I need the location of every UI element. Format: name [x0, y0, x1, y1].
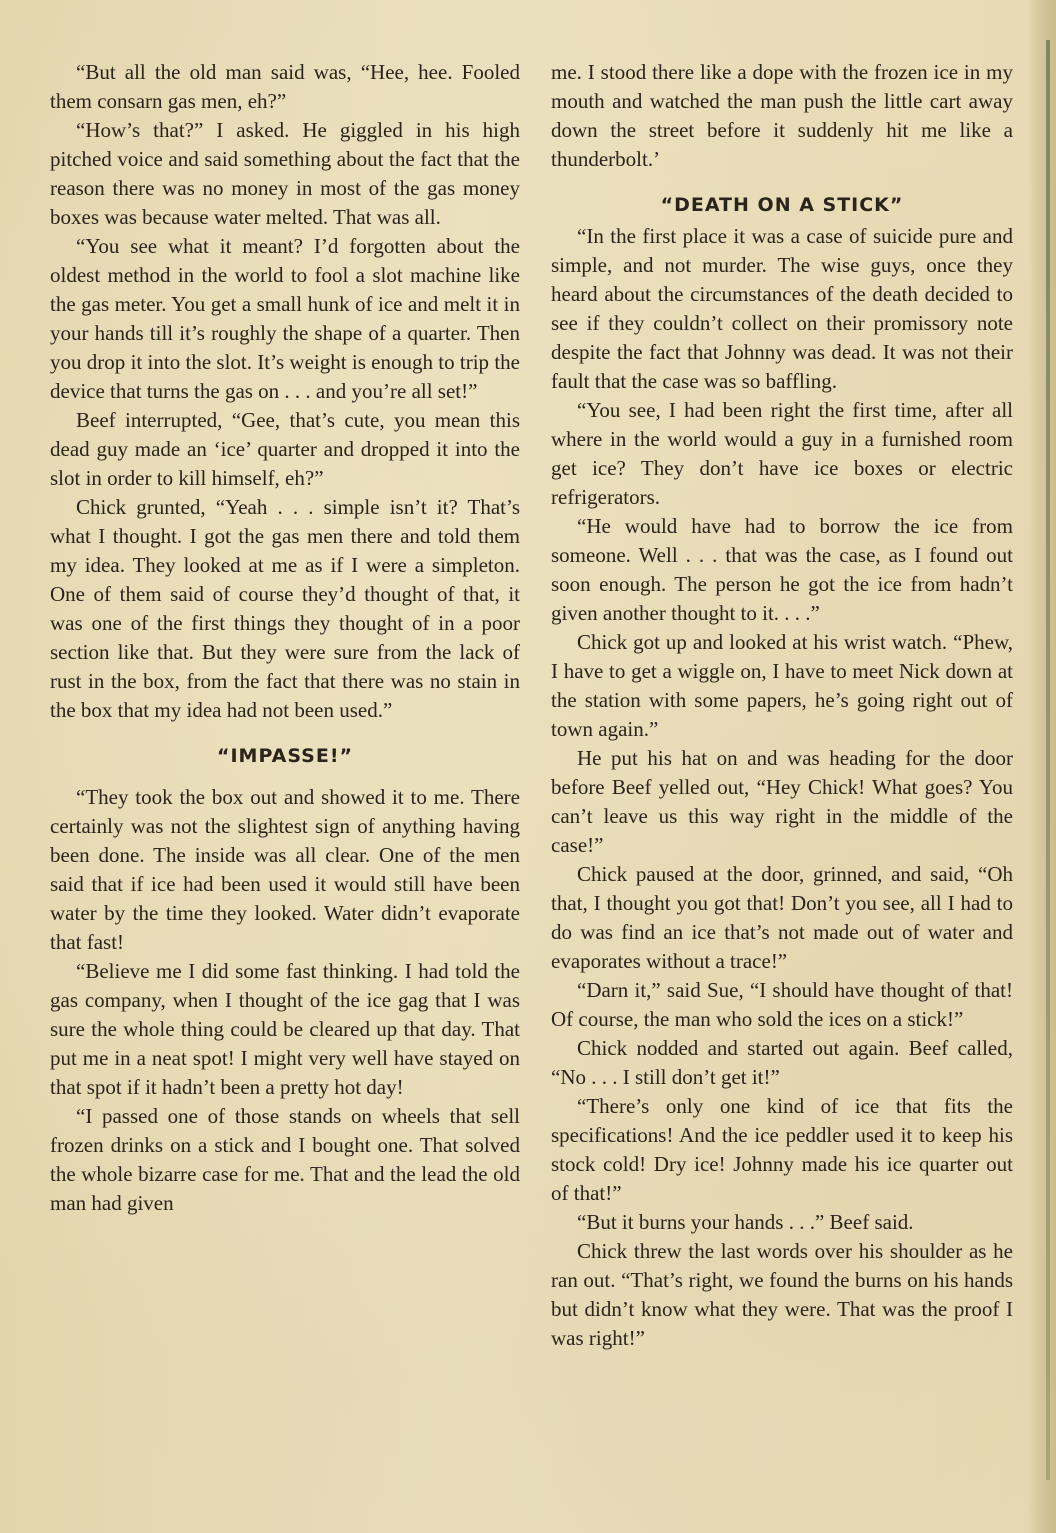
paragraph: Chick got up and looked at his wrist watch. “Phew, I have to get a wiggle on, I have to meet Nick down at the station with some papers, he’s going right out of town again.”: [551, 630, 1013, 741]
paragraph: Chick nodded and started out again. Beef called, “No . . . I still don’t get it!”: [551, 1036, 1013, 1089]
paragraph: Chick grunted, “Yeah . . . simple isn’t it? That’s what I thought. I got the gas men there and told them my idea. They looked at me as if I were a simpleton. One of them said of course they’d thought of that, it was one of the first things they thought of in a poor section like that. But they were sure from the lack of rust in the box, from the fact that there was no stain in the box that my idea had not been used.”: [50, 495, 520, 722]
paragraph: He put his hat on and was heading for the door before Beef yelled out, “Hey Chick! What goes? You can’t leave us this way right in the middle of the case!”: [551, 746, 1013, 857]
paragraph: Chick paused at the door, grinned, and said, “Oh that, I thought you got that! Don’t you see, all I had to do was find an ice that’s not made out of water and evaporates without a trace!”: [551, 862, 1013, 973]
paragraph: “You see what it meant? I’d forgotten about the oldest method in the world to fool a slot machine like the gas meter. You get a small hunk of ice and melt it in your hands till it’s roughly the shape of a quarter. Then you drop it into the slot. It’s weight is enough to trip the device that turns the gas on . . . and you’re all set!”: [50, 234, 520, 403]
paragraph: “How’s that?” I asked. He giggled in his high pitched voice and said something about the fact that the reason there was no money in most of the gas money boxes was because water melted. That was all.: [50, 118, 520, 229]
section-heading-impasse: “IMPASSE!”: [217, 745, 353, 767]
paragraph: “Believe me I did some fast thinking. I had told the gas company, when I thought of the ice gag that I was sure the whole thing could be cleared up that day. That put me in a neat spot! I might very well have stayed on that spot if it hadn’t been a pretty hot day!: [50, 959, 520, 1099]
right-column: [551, 58, 1013, 1353]
paragraph: “Darn it,” said Sue, “I should have thought of that! Of course, the man who sold the ices on a stick!”: [551, 978, 1013, 1031]
page-edge: [1028, 0, 1056, 1533]
adjacent-page-strip: [1046, 40, 1050, 1480]
left-column: [50, 58, 520, 1218]
paragraph: Beef interrupted, “Gee, that’s cute, you mean this dead guy made an ‘ice’ quarter and dropped it into the slot in order to kill himself, eh?”: [50, 408, 520, 490]
paragraph: “They took the box out and showed it to me. There certainly was not the slightest sign of anything having been done. The inside was all clear. One of the men said that if ice had been used it would still have been water by the time they looked. Water didn’t evaporate that fast!: [50, 785, 520, 954]
paragraph: “In the first place it was a case of suicide pure and simple, and not murder. The wise guys, once they heard about the circumstances of the death decided to see if they couldn’t collect on their promissory note despite the fact that Johnny was dead. It was not their fault that the case was so baffling.: [551, 224, 1013, 393]
paragraph: “He would have had to borrow the ice from someone. Well . . . that was the case, as I found out soon enough. The person he got the ice from hadn’t given another thought to it. . . .”: [551, 514, 1013, 625]
paragraph: “But all the old man said was, “Hee, hee. Fooled them consarn gas men, eh?”: [50, 60, 520, 113]
paragraph: Chick threw the last words over his shoulder as he ran out. “That’s right, we found the burns on his hands but didn’t know what they were. That was the proof I was right!”: [551, 1239, 1013, 1350]
paragraph: “I passed one of those stands on wheels that sell frozen drinks on a stick and I bought one. That solved the whole bizarre case for me. That and the lead the old man had given: [50, 1104, 520, 1215]
paragraph: “But it burns your hands . . .” Beef said.: [577, 1210, 914, 1234]
paragraph: “You see, I had been right the first time, after all where in the world would a guy in a furnished room get ice? They don’t have ice boxes or electric refrigerators.: [551, 398, 1013, 509]
paragraph: me. I stood there like a dope with the frozen ice in my mouth and watched the man push the little cart away down the street before it suddenly hit me like a thunderbolt.’: [551, 60, 1013, 171]
section-heading-death-on-a-stick: “DEATH ON A STICK”: [660, 194, 904, 216]
paragraph: “There’s only one kind of ice that fits the specifications! And the ice peddler used it to keep his stock cold! Dry ice! Johnny made his ice quarter out of that!”: [551, 1094, 1013, 1205]
